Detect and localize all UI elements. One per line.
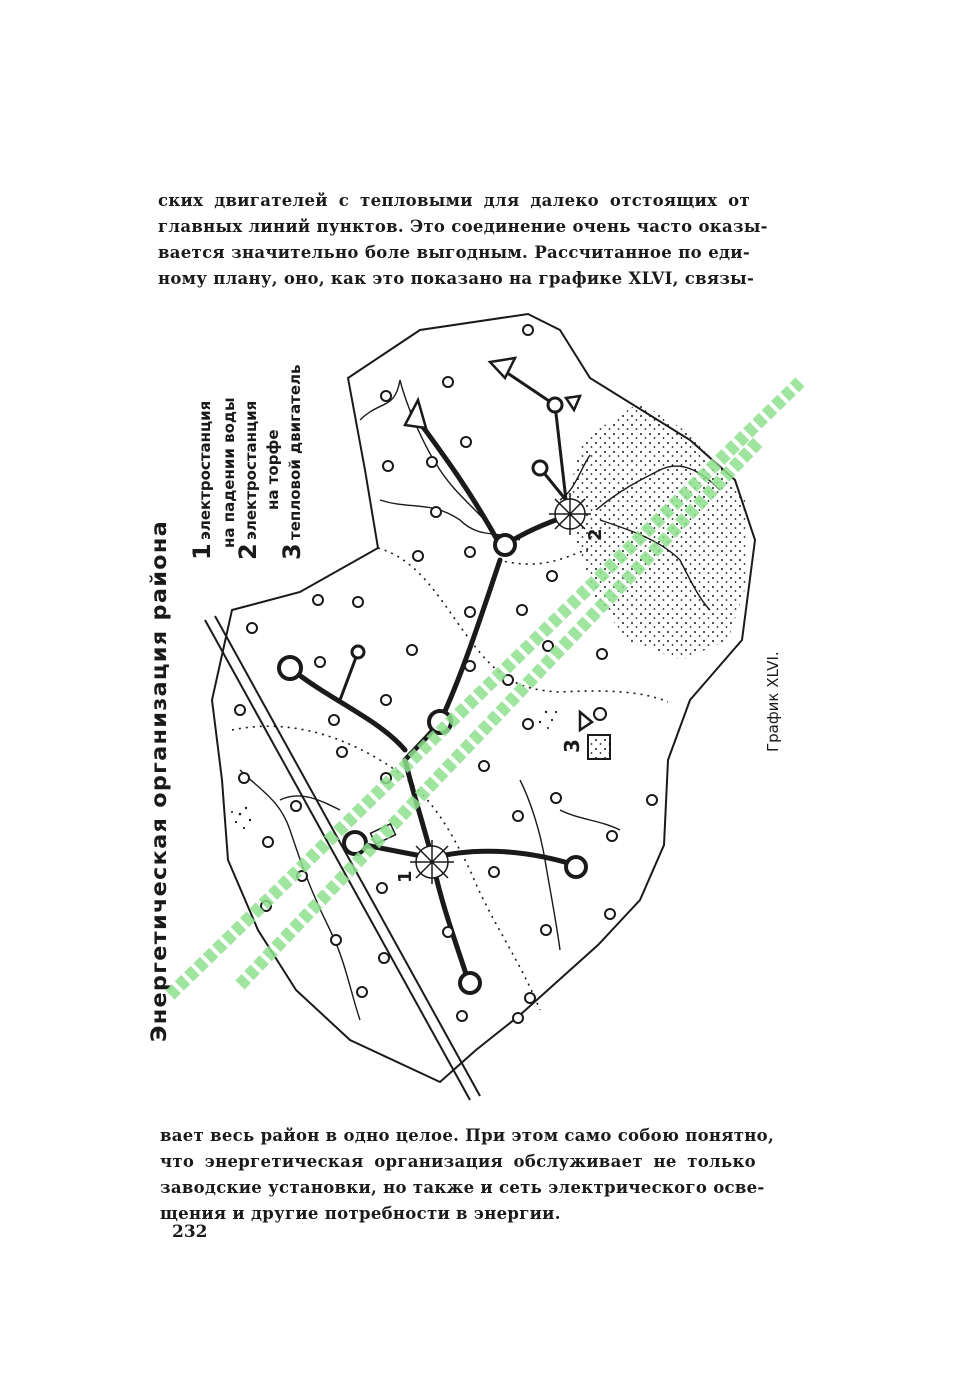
map-label-1: 1: [395, 870, 416, 883]
heat-engine-dot: [594, 708, 606, 720]
text-line: ских двигателей с тепловыми для далеко отстоящих от: [158, 191, 750, 210]
paragraph-bottom: [160, 1123, 775, 1227]
legend-label-2b: на торфе: [264, 429, 282, 510]
figure-title: Энергетическая организация района: [147, 552, 171, 1042]
text-line: главных линий пунктов. Это соединение очень часто оказы-: [158, 217, 768, 236]
map-label-3: 3: [560, 739, 584, 753]
figure-caption: График XLVI.: [764, 651, 782, 752]
legend-label-1b: на падении воды: [220, 397, 238, 548]
text-line: вает весь район в одно целое. При этом само собою понятно,: [160, 1126, 775, 1145]
page-number: 232: [172, 1222, 208, 1242]
rivers: [240, 380, 720, 1020]
legend-num-3: 3: [278, 543, 306, 560]
hydro-plant-icon: [410, 840, 454, 884]
legend-label-1a: электростанция: [196, 400, 214, 540]
map-label-2: 2: [585, 528, 606, 541]
heat-engine-square: [588, 735, 610, 759]
legend-num-2: 2: [234, 543, 262, 560]
text-line: что энергетическая организация обслуживает не только: [160, 1152, 756, 1171]
substations: [279, 535, 586, 993]
transmission-lines: [290, 412, 575, 980]
legend-label-2a: электростанция: [242, 400, 260, 540]
legend: [188, 365, 306, 560]
legend-label-3a: тепловой двигатель: [286, 364, 304, 540]
text-line: щения и другие потребности в энергии.: [160, 1204, 561, 1223]
text-line: заводские установки, но также и сеть электрического осве-: [160, 1178, 765, 1197]
legend-num-1: 1: [188, 543, 216, 560]
text-line: вается значительно боле выгодным. Рассчитанное по еди-: [158, 243, 750, 262]
text-line: ному плану, оно, как это показано на графике XLVI, связы-: [158, 269, 755, 288]
